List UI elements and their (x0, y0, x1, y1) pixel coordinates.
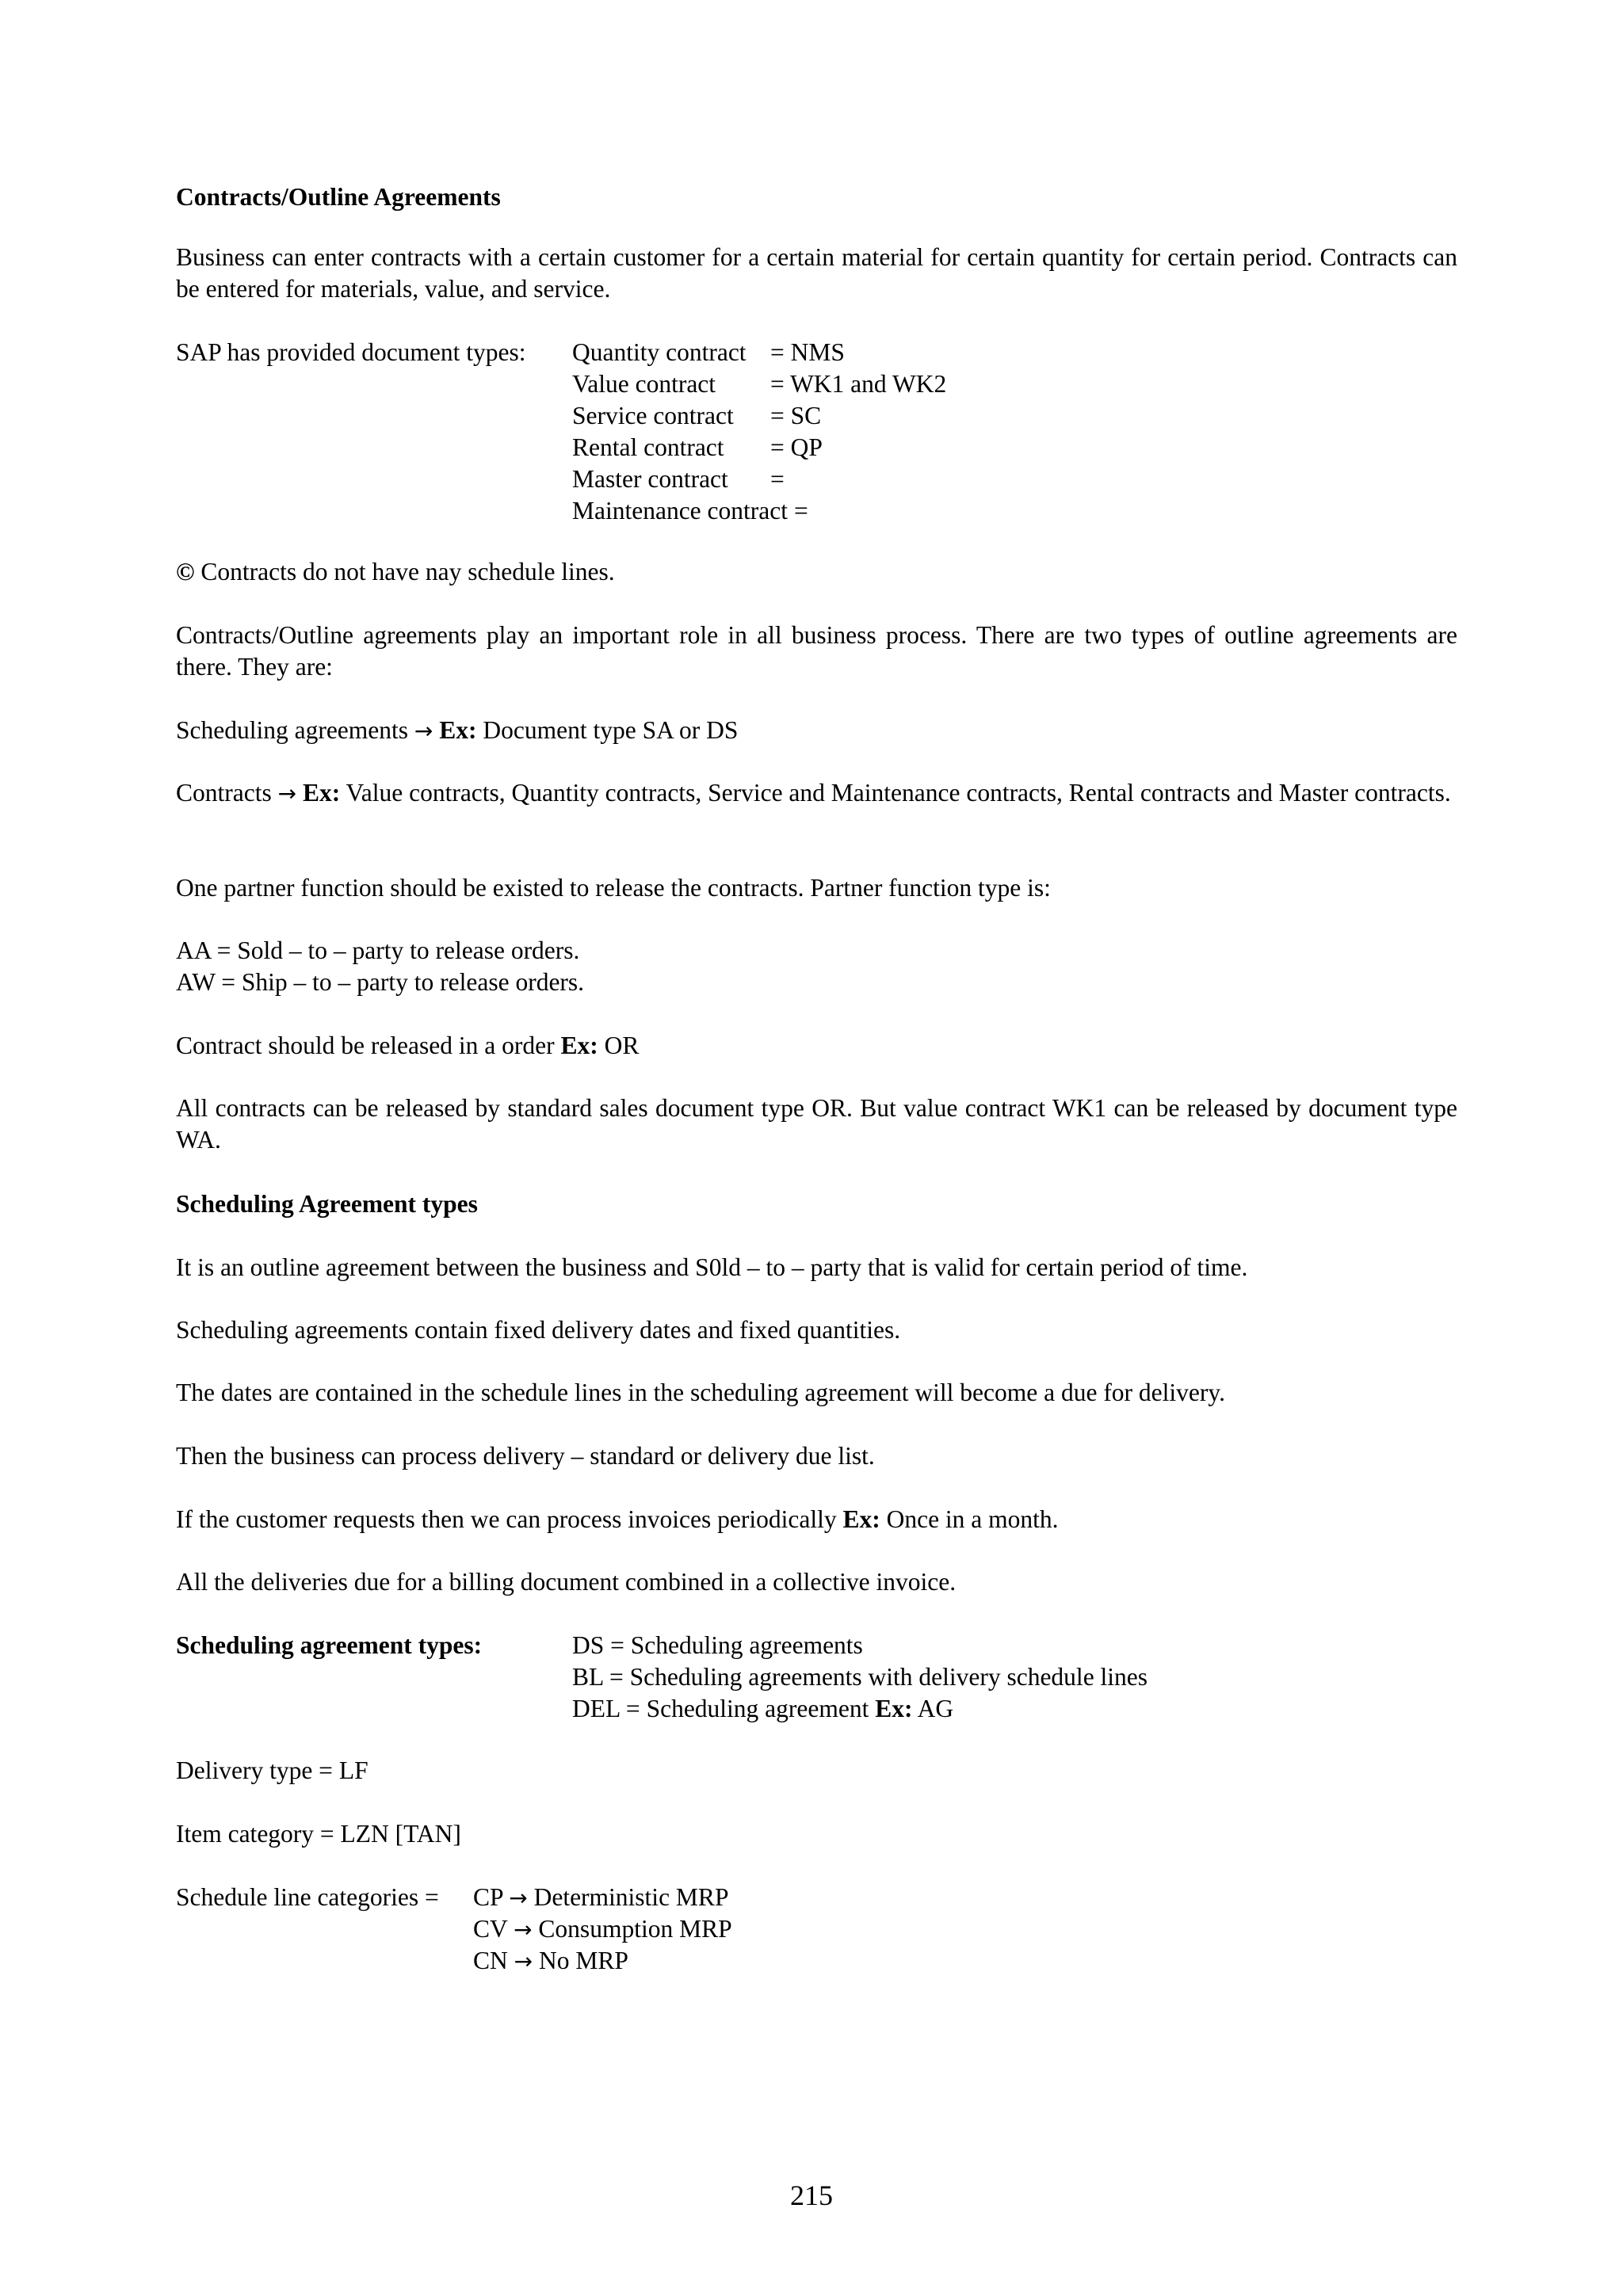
document-type-name: Master contract (572, 465, 728, 493)
document-type-name: Maintenance contract (572, 497, 788, 524)
line-rest: Value contracts, Quantity contracts, Service and Maintenance contracts, Rental contracts and Master contracts. (340, 779, 1451, 807)
outline-agreements-paragraph: Contracts/Outline agreements play an important role in all business process. There are two types of outline agreements are there. They are: (176, 621, 1457, 681)
document-type-row (572, 495, 946, 527)
scheduling-agreement-types-block (176, 1630, 1457, 1725)
schedule-line-category-row (473, 1945, 732, 1977)
line-rest: Once in a month. (880, 1505, 1059, 1533)
page-title: Contracts/Outline Agreements (176, 183, 501, 211)
line-prefix: Contract should be released in a order (176, 1032, 561, 1059)
document-type-row (572, 463, 946, 495)
example-label: Ex: (433, 716, 477, 744)
document-types-list (572, 337, 946, 527)
document-types-label: SAP has provided document types: (176, 338, 526, 366)
scheduling-agreement-types-list (572, 1630, 1148, 1725)
partner-function-paragraph: One partner function should be existed to release the contracts. Partner function type is: (176, 874, 1051, 902)
schedule-line-categories-block (176, 1882, 1457, 1977)
category-code: CN (473, 1947, 514, 1974)
arrow-right-icon: → (414, 718, 433, 744)
example-label: Ex: (296, 779, 341, 807)
document-type-code: = SC (770, 402, 822, 429)
example-label: Ex: (560, 1032, 598, 1059)
arrow-right-icon: → (509, 1885, 528, 1911)
contracts-line (176, 777, 1457, 810)
fixed-dates-paragraph: Scheduling agreements contain fixed delivery dates and fixed quantities. (176, 1316, 901, 1344)
line-prefix: DEL = Scheduling agreement (572, 1695, 876, 1722)
section-heading: Scheduling Agreement types (176, 1190, 478, 1218)
copyright-icon: © (176, 558, 195, 585)
category-description: Consumption MRP (532, 1915, 732, 1943)
process-delivery-paragraph: Then the business can process delivery – standard or delivery due list. (176, 1442, 875, 1470)
partner-aw-line: AW = Ship – to – party to release orders. (176, 968, 585, 996)
document-type-row (572, 400, 946, 432)
arrow-right-icon: → (514, 1917, 533, 1943)
category-code: CP (473, 1883, 510, 1911)
document-type-code: = (793, 497, 808, 524)
category-description: Deterministic MRP (527, 1883, 729, 1911)
collective-invoice-paragraph: All the deliveries due for a billing document combined in a collective invoice. (176, 1568, 957, 1596)
document-type-name: Value contract (572, 370, 716, 398)
partner-aa-line: AA = Sold – to – party to release orders. (176, 936, 580, 964)
invoice-line (176, 1504, 1457, 1535)
document-type-name: Service contract (572, 402, 734, 429)
line-rest: Document type SA or DS (476, 716, 739, 744)
example-label: Ex: (875, 1695, 913, 1722)
line-prefix: Scheduling agreements (176, 716, 414, 744)
scheduling-agreement-types-label: Scheduling agreement types: (176, 1631, 483, 1659)
line-prefix: If the customer requests then we can process invoices periodically (176, 1505, 843, 1533)
scheduling-type-row: BL = Scheduling agreements with delivery schedule lines (572, 1663, 1148, 1691)
intro-paragraph: Business can enter contracts with a certain customer for a certain material for certain quantity for certain period. Contracts can be entered for materials, value, and service. (176, 243, 1457, 303)
schedule-line-category-row (473, 1882, 732, 1913)
scheduling-agreements-line (176, 715, 1457, 747)
category-description: No MRP (533, 1947, 628, 1974)
schedule-dates-paragraph: The dates are contained in the schedule lines in the scheduling agreement will become a due for delivery. (176, 1379, 1225, 1406)
release-line (176, 1030, 1457, 1062)
document-type-name: Quantity contract (572, 338, 747, 366)
document-type-code: = QP (770, 433, 823, 461)
release-paragraph: All contracts can be released by standard sales document type OR. But value contract WK1 can be released by document type WA. (176, 1094, 1457, 1154)
document-type-row (572, 337, 946, 368)
document-type-name: Rental contract (572, 433, 724, 461)
schedule-lines-note (176, 556, 1457, 588)
item-category-line: Item category = LZN [TAN] (176, 1820, 461, 1848)
category-code: CV (473, 1915, 514, 1943)
document-type-code: = WK1 and WK2 (770, 370, 947, 398)
document-type-row (572, 368, 946, 400)
line-rest: AG (912, 1695, 954, 1722)
document-type-code: = (770, 465, 785, 493)
document-types-block (176, 337, 1457, 527)
delivery-type-line: Delivery type = LF (176, 1756, 369, 1784)
page-number: 215 (790, 2180, 833, 2211)
note-text: Contracts do not have nay schedule lines. (194, 558, 615, 585)
scheduling-type-row (572, 1693, 1148, 1725)
schedule-line-categories-list (473, 1882, 732, 1977)
line-rest: OR (598, 1032, 640, 1059)
outline-definition-paragraph: It is an outline agreement between the business and S0ld – to – party that is valid for certain period of time. (176, 1253, 1248, 1281)
schedule-line-category-row (473, 1913, 732, 1945)
arrow-right-icon: → (277, 780, 297, 807)
schedule-line-categories-label: Schedule line categories = (176, 1883, 439, 1911)
arrow-right-icon: → (514, 1948, 533, 1974)
scheduling-type-row: DS = Scheduling agreements (572, 1631, 863, 1659)
line-prefix: Contracts (176, 779, 278, 807)
document-type-row (572, 432, 946, 463)
example-label: Ex: (842, 1505, 880, 1533)
document-type-code: = NMS (770, 338, 845, 366)
